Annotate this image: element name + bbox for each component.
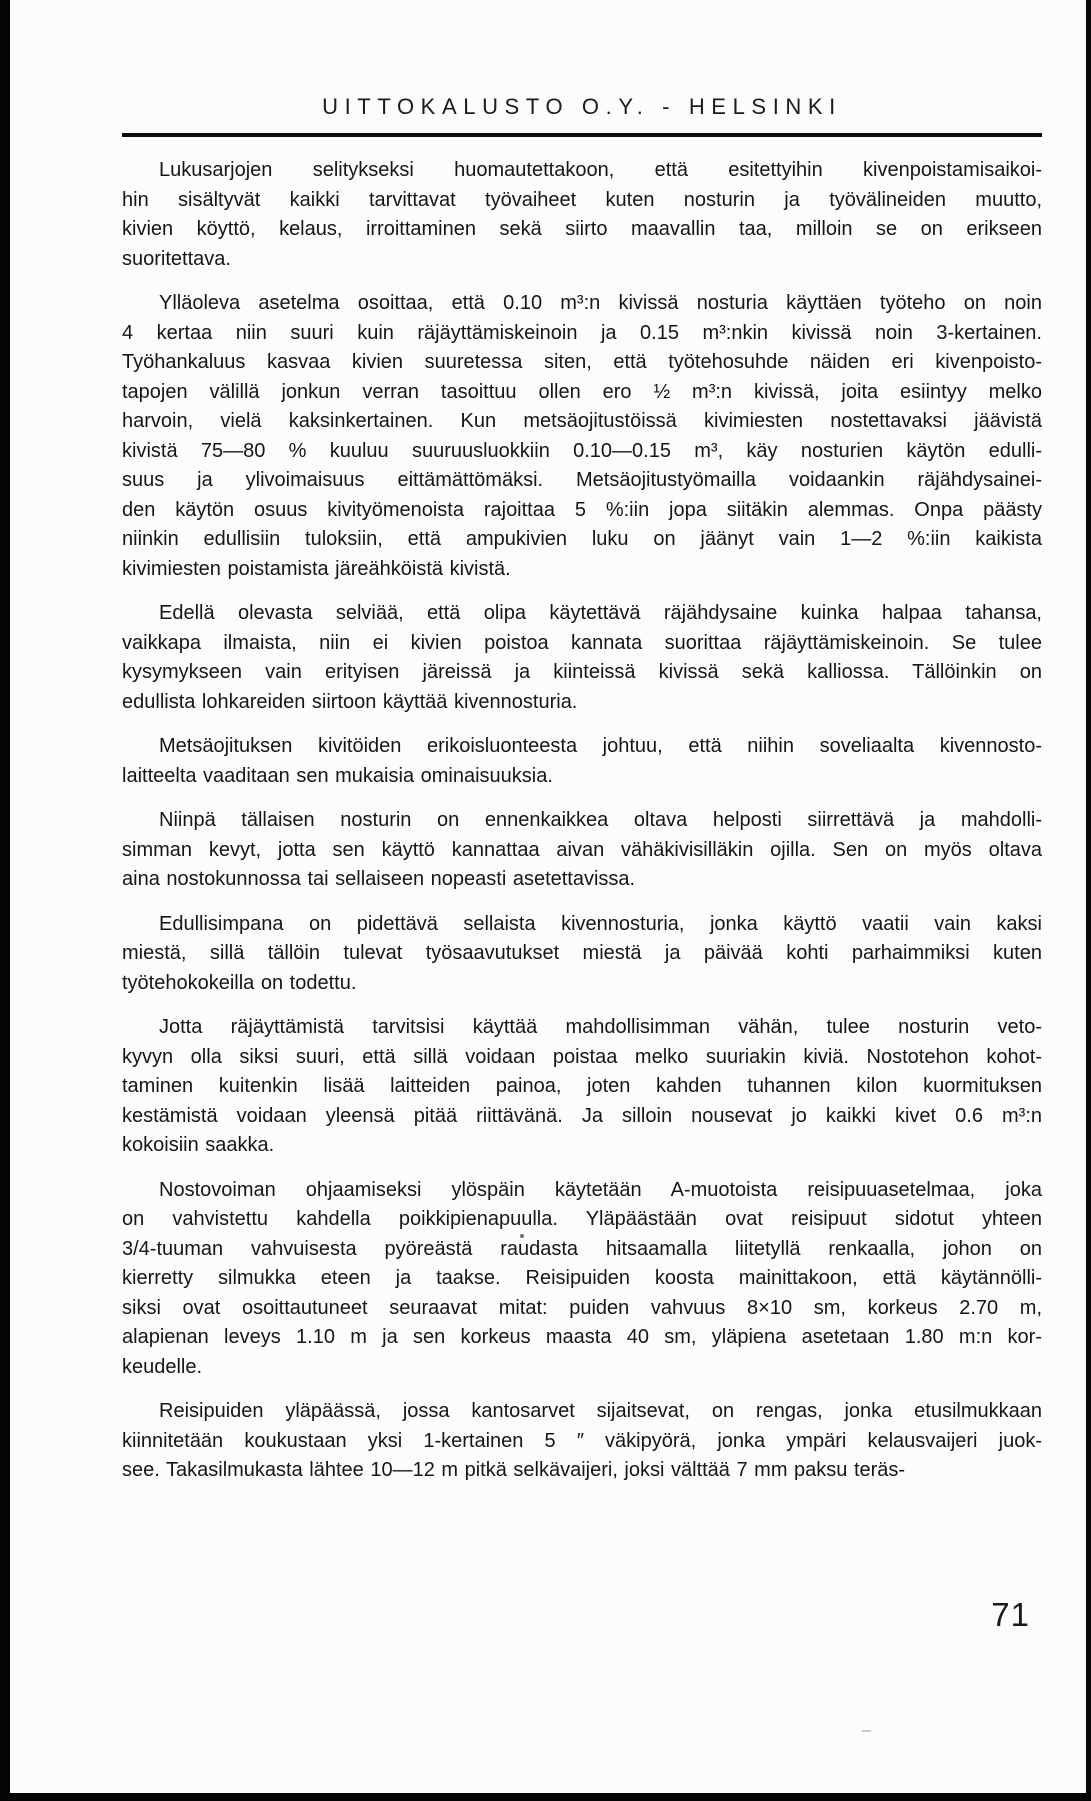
scan-edge-bottom [0,1793,1091,1801]
text-line: miestä, sillä tällöin tulevat työsaavutukset miestä ja päivää kohti parhaimmiksi kuten [122,942,1042,964]
text-line: Niinpä tällaisen nosturin on ennenkaikkea oltava helposti siirrettävä ja mahdolli- [159,809,1042,831]
scan-speck [862,1730,871,1732]
paragraph [122,289,1042,584]
paragraph [122,732,1042,791]
text-line: Nostovoiman ohjaamiseksi ylöspäin käytetään A-muotoista reisipuuasetelmaa, joka [159,1178,1042,1201]
paragraph [122,1397,1042,1486]
text-line: kivimiesten poistamista järeähköistä kivistä. [122,557,511,580]
text-line: Edullisimpana on pidettävä sellaista kivennosturia, jonka käyttö vaatii vain kaksi [159,912,1042,935]
scan-edge-right [1086,0,1091,1801]
text-line: 3/4-tuuman vahvuisesta pyöreästä raudasta hitsaamalla liitetyllä renkaalla, johon on [122,1237,1042,1260]
text-line: kivistä 75—80 % kuuluu suuruusluokkiin 0.10—0.15 m³, käy nosturien käytön edulli- [122,439,1042,462]
paragraph [122,599,1042,717]
paragraph [122,910,1042,999]
text-line: vaikkapa ilmaista, niin ei kivien poistoa kannata suorittaa räjäyttämiskeinoin. Se tulee [122,631,1042,654]
text-line: kysymykseen vain erityisen järeissä ja kiinteissä kivissä sekä kalliossa. Tällöinkin on [122,661,1042,683]
text-line: tapojen välillä jonkun verran tasoittuu ollen ero ½ m³:n kivissä, joita esiintyy melko [122,380,1042,403]
text-line: alapienan leveys 1.10 m ja sen korkeus maasta 40 sm, yläpiena asetetaan 1.80 m:n kor- [122,1326,1042,1348]
paragraph [122,156,1042,274]
text-line: Edellä olevasta selviää, että olipa käytettävä räjähdysaine kuinka halpaa tahansa, [159,602,1042,624]
text-line: Lukusarjojen selitykseksi huomautettakoon, että esitettyihin kivenpoistamisaikoi- [159,159,1042,181]
text-line: aina nostokunnossa tai sellaiseen nopeasti asetettavissa. [122,868,636,890]
text-line: Työhankaluus kasvaa kivien suuretessa siten, että työtehosuhde näiden eri kivenpoisto- [122,351,1042,373]
text-line: Jotta räjäyttämistä tarvitsisi käyttää mahdollisimman vähän, tulee nosturin veto- [159,1016,1042,1038]
header-rule [122,133,1042,137]
text-line: kestämistä voidaan yleensä pitää riittävänä. Ja silloin nousevat jo kaikki kivet 0.6 m³:n [122,1104,1042,1127]
text-line: suoritettava. [122,247,231,270]
text-line: on vahvistettu kahdella poikkipienapuulla. Yläpäästään ovat reisipuut sidotut yhteen [122,1208,1042,1230]
text-line: taminen kuitenkin lisää laitteiden painoa, joten kahden tuhannen kilon kuormituksen [122,1075,1042,1097]
text-line: keudelle. [122,1355,203,1378]
page-number: 71 [991,1596,1030,1633]
text-line: Metsäojituksen kivitöiden erikoisluonteesta johtuu, että niihin soveliaalta kivennosto- [159,735,1042,757]
text-line: kivien köyttö, kelaus, irroittaminen sekä siirto maavallin taa, milloin se on erikseen [122,218,1042,240]
scan-edge-left [0,0,10,1801]
text-line: työtehokokeilla on todettu. [122,971,357,994]
text-line: kokoisiin saakka. [122,1134,275,1156]
text-line: 4 kertaa niin suuri kuin räjäyttämiskeinoin ja 0.15 m³:nkin kivissä noin 3-kertainen. [122,321,1042,344]
text-line: siksi ovat osoittautuneet seuraavat mitat: puiden vahvuus 8×10 sm, korkeus 2.70 m, [122,1296,1042,1319]
text-line: harvoin, vielä kaksinkertainen. Kun metsäojitustöissä kivimiesten nostettavaksi jäävistä [122,410,1042,432]
text-line: hin sisältyvät kaikki tarvittavat työvaiheet kuten nosturin ja työvälineiden muutto, [122,188,1042,211]
text-line: edullista lohkareiden siirtoon käyttää kivennosturia. [122,690,578,713]
text-line: kierretty silmukka eteen ja taakse. Reisipuiden koosta mainittakoon, että käytännölli- [122,1267,1042,1289]
text-line: den käytön osuus kivityömenoista rajoittaa 5 %:iin jopa siitäkin alemmas. Onpa päästy [122,498,1042,521]
running-header-title: UITTOKALUSTO O.Y. - HELSINKI [322,94,842,119]
text-line: see. Takasilmukasta lähtee 10—12 m pitkä selkävaijeri, joksi välttää 7 mm paksu teräs- [122,1459,906,1481]
paragraph [122,806,1042,895]
text-line: Reisipuiden yläpäässä, jossa kantosarvet sijaitsevat, on rengas, jonka etusilmukkaan [159,1400,1042,1422]
paragraph [122,1013,1042,1161]
text-line: laitteelta vaaditaan sen mukaisia ominaisuuksia. [122,764,553,787]
text-line: niinkin edullisiin tuloksiin, että ampukivien luku on jäänyt vain 1—2 %:iin kaikista [122,528,1042,550]
scan-speck [520,1234,524,1238]
text-block [122,156,1042,1486]
text-line: kyvyn olla siksi suuri, että sillä voidaan poistaa melko suuriakin kiviä. Nostotehon kohot- [122,1045,1042,1068]
text-line: Ylläoleva asetelma osoittaa, että 0.10 m³:n kivissä nosturia käyttäen työteho on noin [159,292,1042,314]
text-line: kiinnitetään koukustaan yksi 1-kertainen 5 ″ väkipyörä, jonka ympäri kelausvaijeri juok- [122,1429,1042,1452]
paragraph [122,1176,1042,1383]
text-line: simman kevyt, jotta sen käyttö kannattaa aivan vähäkivisilläkin ojilla. Sen on myös oltava [122,838,1042,861]
text-line: suus ja ylivoimaisuus eittämättömäksi. Metsäojitustyömailla voidaankin räjähdysainei- [122,469,1042,491]
